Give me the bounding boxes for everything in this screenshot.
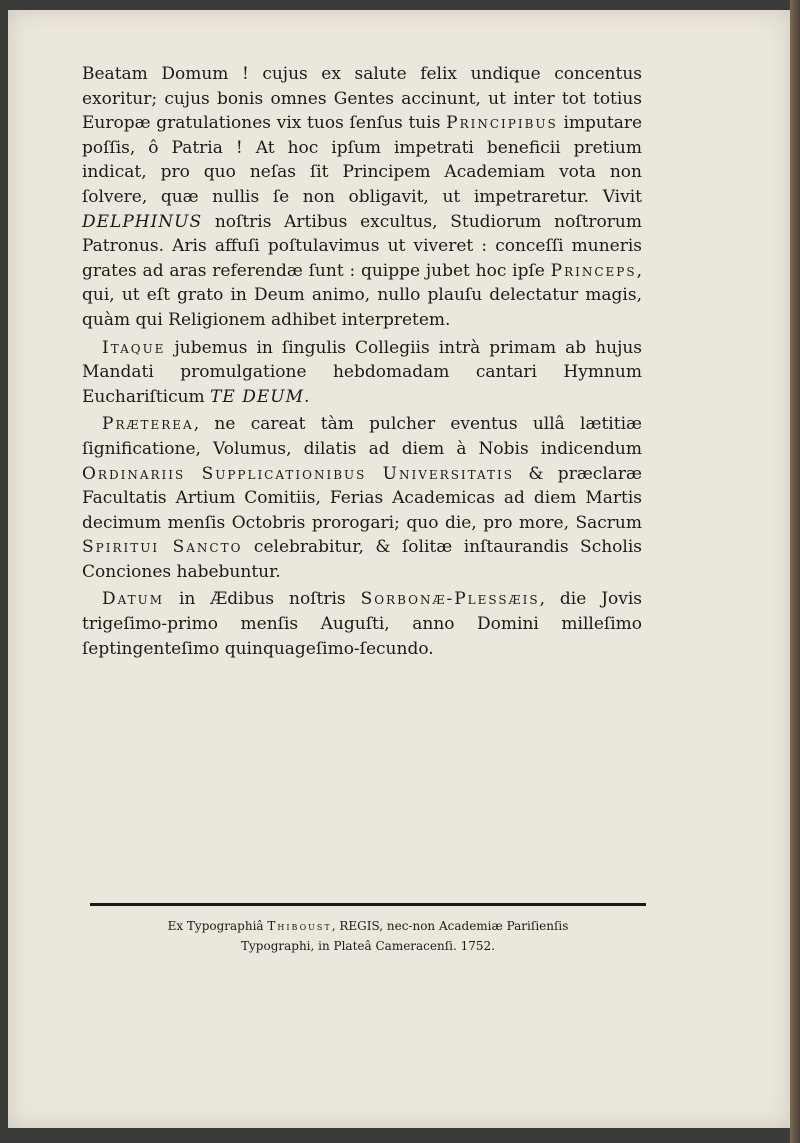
document-page — [8, 10, 790, 1128]
divider-rule — [90, 903, 646, 906]
colophon-line-2: Typographi, in Plateâ Cameracenſi. 1752. — [241, 939, 495, 953]
colophon-line-1: Ex Typographiâ Thiboust, REGIS, nec-non Academiæ Pariſienſis — [167, 919, 569, 933]
paragraph-4: Datum in Ædibus noſtris Sorbonæ-Plessæis, die Jovis trigeſimo-primo menſis Auguſti, anno Domini milleſimo ſeptingenteſimo quinquageſimo-ſecundo. — [82, 589, 643, 659]
paragraph-3: Præterea, ne careat tàm pulcher eventus ullâ lætitiæ ſignificatione, Volumus, dilatis ad diem à Nobis indicendum Ordinariis Supplicationibus Universitatis & præclaræ Facultatis Artium Comitiis, Ferias Academicas ad diem Martis decimum menſis Octobris prorogari; quo die, pro more, Sacrum Spiritui Sancto celebrabitur, & ſolitæ inſtaurandis Scholis Conciones habebuntur. — [82, 414, 642, 582]
paragraph-2: Itaque jubemus in ſingulis Collegiis intrà primam ab hujus Mandati promulgatione hebdomadam cantari Hymnum Euchariſticum TE DEUM. — [82, 337, 643, 407]
book-gutter — [790, 0, 800, 1143]
main-text — [82, 62, 642, 664]
colophon — [98, 916, 638, 956]
paragraph-1: Beatam Domum ! cujus ex salute felix undique concentus exoritur; cujus bonis omnes Gentes accinunt, ut inter tot totius Europæ gratulationes vix tuos ſenſus tuis Principibus imputare poſſis, ô Patria ! At hoc ipſum impetrati beneficii pretium indicat, pro quo neſas ſit Principem Academiam vota non ſolvere, quæ nullis ſe non obligavit, ut impetraretur. Vivit DELPHINUS noſtris Artibus excultus, Studiorum noſtrorum Patronus. Aris affuſi poſtulavimus ut viveret : conceſſi muneris grates ad aras referendæ ſunt : quippe jubet hoc ipſe Princeps, qui, ut eſt grato in Deum animo, nullo plauſu delectatur magis, quàm qui Religionem adhibet interpretem. — [82, 64, 643, 330]
